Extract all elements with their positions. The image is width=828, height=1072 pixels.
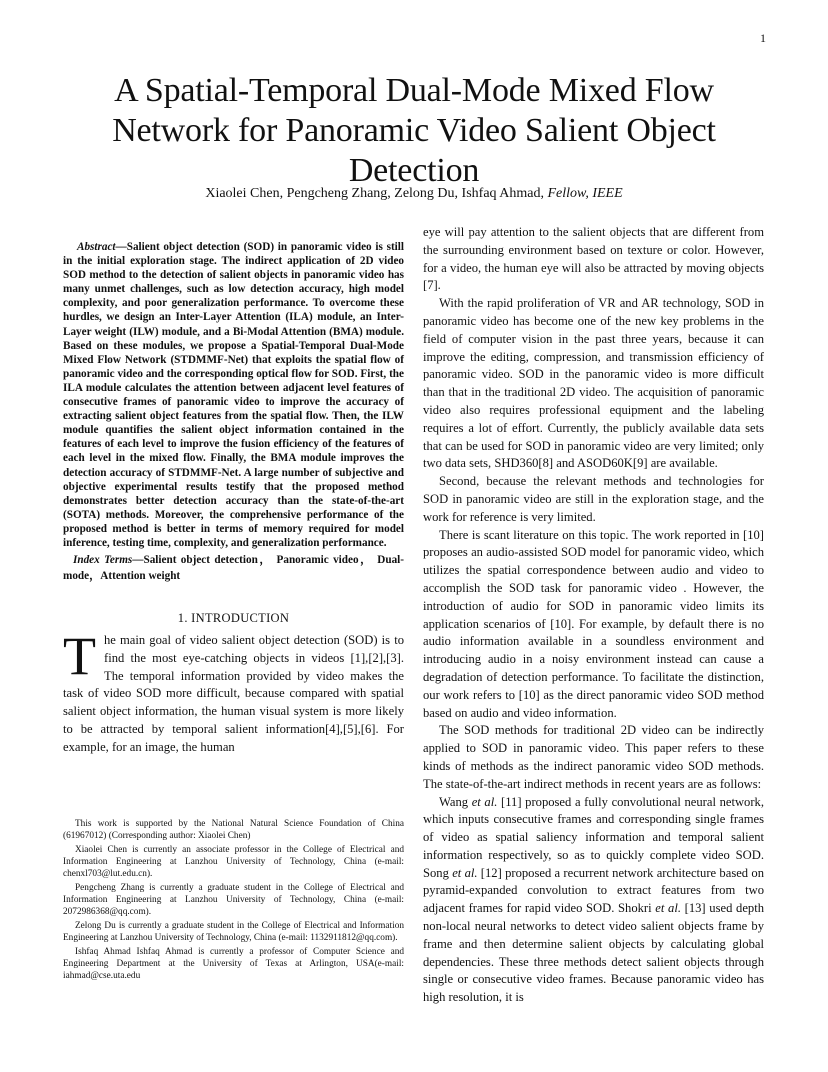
author-fellow: Fellow, IEEE (547, 186, 623, 201)
p6-etal-2: et al. (452, 865, 478, 880)
footnote-author-ahmad: Ishfaq Ahmad Ishfaq Ahmad is currently a professor of Computer Science and Engineering Department at the University of Texas at Arlington, USA(e-mail: iahmad@cse.uta.edu (63, 947, 404, 981)
body-paragraph-2: With the rapid proliferation of VR and AR technology, SOD in panoramic video has become one of the new key problems in the field of computer vision in the past three years, because it can improve the editing, compression, and transmission efficiency of panoramic video. SOD in the panoramic video is more difficult than that in the traditional 2D video. The acquisition of panoramic video also requires professional equipment and the labeling requires a lot of effort. Currently, the publicly available data sets that can be used for SOD in panoramic video are very limited; only two data sets, SHD360[8] and ASOD60K[9] are available. (423, 296, 764, 471)
footnote-author-du: Zelong Du is currently a graduate student in the College of Electrical and Information Engineering at Lanzhou University of Technology, China (e-mail: 1132911812@qq.com). (63, 921, 404, 943)
footnote-funding: This work is supported by the National Natural Science Foundation of China (61967012) (Corresponding author: Xiaolei Chen) (63, 819, 404, 841)
index-terms-text: —Salient object detection， Panoramic video， Dual-mode，Attention weight (63, 554, 404, 583)
p6-text-a: Wang (439, 794, 472, 809)
author-line (60, 185, 768, 203)
p6-etal-3: et al. (655, 901, 681, 916)
footnotes (63, 818, 404, 984)
abstract-text: —Salient object detection (SOD) in panoramic video is still in the initial exploration stage. The indirect application of 2D video SOD method to the detection of salient objects in panoramic video has many unmet challenges, such as low detection accuracy, high model complexity, and poor generalization performance. To overcome these hurdles, we design an Inter-Layer Attention (ILA) module, an Inter-Layer weight (ILW) module, and a Bi-Modal Attention (BMA) module. Based on these modules, we propose a Spatial-Temporal Dual-Mode Mixed Flow Network (STDMMF-Net) that exploits the spatial flow of panoramic video and the corresponding optical flow for SOD. First, the ILA module calculates the attention between adjacent level features of consecutive frames of panoramic video to improve the accuracy of extracting salient object features from the spatial flow. Then, the ILW module quantifies the salient object information contained in the features of each level to improve the fusion efficiency of the features of each level in the mixed flow. Finally, the BMA module improves the detection accuracy of STDMMF-Net. A large number of subjective and objective experimental results testify that the proposed method demonstrates better detection accuracy than the state-of-the-art (SOTA) methods. Moreover, the comprehensive performance of the proposed method is better in terms of memory required for model inference, testing time, complexity, and generalization performance. (63, 241, 404, 549)
intro-paragraph-text: he main goal of video salient object detection (SOD) is to find the most eye-catching objects in videos [1],[2],[3]. The temporal information provided by video makes the task of video SOD more difficult, because compared with spatial salient object information, the human visual system is more likely to be attracted by temporal salient information[4],[5],[6]. For example, for an image, the human (63, 633, 404, 754)
left-column (63, 240, 404, 757)
abstract (63, 240, 404, 550)
abstract-label: Abstract (77, 241, 116, 253)
p6-text-c: [12] proposed a recurrent network architecture based on pyramid-expanded convolution to extract features from two adjacent frames for rapid video SOD. Shokri (423, 865, 764, 916)
footnote-author-zhang: Pengcheng Zhang is currently a graduate student in the College of Electrical and Information Engineering at Lanzhou University of Technology, China (e-mail: 2072986368@qq.com). (63, 883, 404, 917)
body-paragraph-3: Second, because the relevant methods and technologies for SOD in panoramic video are still in the exploration stage, and the work for reference is very limited. (423, 474, 764, 524)
p6-etal-1: et al. (471, 794, 498, 809)
paper-title: A Spatial-Temporal Dual-Mode Mixed Flow Network for Panoramic Video Salient Object Detection (112, 72, 716, 189)
index-terms-label: Index Terms (73, 554, 133, 567)
p6-text-d: [13] used depth non-local neural networks to detect video salient objects frame by frame and then determine salient objects by calculating global dependencies. These three methods detect salient objects through single or consecutive video frames. Because panoramic video has high resolution, it is (423, 901, 764, 1005)
body-paragraph-5: The SOD methods for traditional 2D video can be indirectly applied to SOD in panoramic video. This paper refers to these kinds of methods as the indirect panoramic video SOD methods. The state-of-the-art indirect methods in recent years are as follows: (423, 723, 764, 791)
footnote-author-chen: Xiaolei Chen is currently an associate professor in the College of Electrical and Information Engineering at Lanzhou University of Technology, China (e-mail: chenxl703@lut.edu.cn). (63, 845, 404, 879)
page-number: 1 (760, 31, 766, 45)
section-heading-introduction: 1. INTRODUCTION (177, 611, 290, 626)
right-column (423, 224, 764, 1007)
body-paragraph-4: There is scant literature on this topic. The work reported in [10] proposes an audio-assisted SOD model for panoramic video, which utilizes the spatial correspondence between audio and video to accomplish the SOD task for panoramic video . However, the introduction of audio for SOD in panoramic video limits its application scenarios of [10]. For example, by default there is no audio information available in a soundless environment and introducing audio in a noisy environment instead can cause a degradation of detection performance. To facilitate the distinction, our work refers to [10] as the direct panoramic video SOD method based on audio and video information. (423, 527, 764, 720)
author-names: Xiaolei Chen, Pengcheng Zhang, Zelong Du, Ishfaq Ahmad, (205, 186, 544, 201)
index-terms (63, 552, 404, 584)
body-paragraph-6 (423, 794, 764, 1008)
body-paragraph-1: eye will pay attention to the salient objects that are different from the surrounding environment based on texture or color. However, for a video, the human eye will also be attracted by moving objects [7]. (423, 225, 764, 293)
intro-paragraph (63, 626, 404, 757)
drop-cap: T (63, 626, 96, 687)
p6-text-b: [11] proposed a fully convolutional neural network, which inputs consecutive frames and corresponding single frames of video as spatial saliency information and temporal salient information respectively, so as to quickly complete video SOD. Song (423, 794, 764, 880)
